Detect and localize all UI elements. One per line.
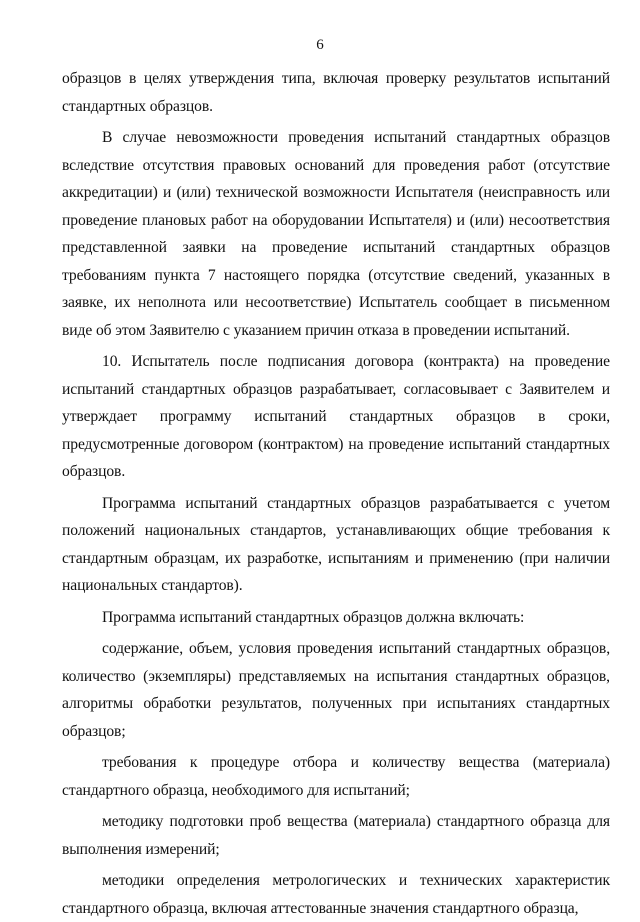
paragraph: требования к процедуре отбора и количеству вещества (материала) стандартного образца, необходимого для испытаний;	[62, 754, 610, 799]
paragraph: методики определения метрологических и технических характеристик стандартного образца, включая аттестованные значения стандартного образца,	[62, 872, 610, 917]
paragraph: содержание, объем, условия проведения испытаний стандартных образцов, количество (экземпляры) представляемых на испытания стандартных образцов, алгоритмы обработки результатов, полученных при испытаниях стандартных образцов;	[62, 640, 610, 740]
document-body	[62, 65, 610, 922]
paragraph: Программа испытаний стандартных образцов должна включать:	[102, 608, 525, 626]
paragraph: Программа испытаний стандартных образцов разрабатывается с учетом положений национальных стандартов, устанавливающих общие требования к стандартным образцам, их разработке, испытаниям и применению (при наличии национальных стандартов).	[62, 494, 610, 594]
paragraph: методику подготовки проб вещества (материала) стандартного образца для выполнения измерений;	[62, 813, 610, 858]
paragraph: 10. Испытатель после подписания договора (контракта) на проведение испытаний стандартных образцов разрабатывает, согласовывает с Заявителем и утверждает программу испытаний стандартных образцов в сроки, предусмотренные договором (контрактом) на проведение испытаний стандартных образцов.	[62, 353, 610, 480]
paragraph: образцов в целях утверждения типа, включая проверку результатов испытаний стандартных образцов.	[62, 70, 610, 115]
paragraph: В случае невозможности проведения испытаний стандартных образцов вследствие отсутствия правовых оснований для проведения работ (отсутствие аккредитации) и (или) технической возможности Испытателя (неисправность или проведение плановых работ на оборудовании Испытателя) и (или) несоответствия представленной заявки на проведение испытаний стандартных образцов требованиям пункта 7 настоящего порядка (отсутствие сведений, указанных в заявке, их неполнота или несоответствие) Испытатель сообщает в письменном виде об этом Заявителю с указанием причин отказа в проведении испытаний.	[62, 129, 610, 339]
page-number: 6	[316, 37, 324, 53]
